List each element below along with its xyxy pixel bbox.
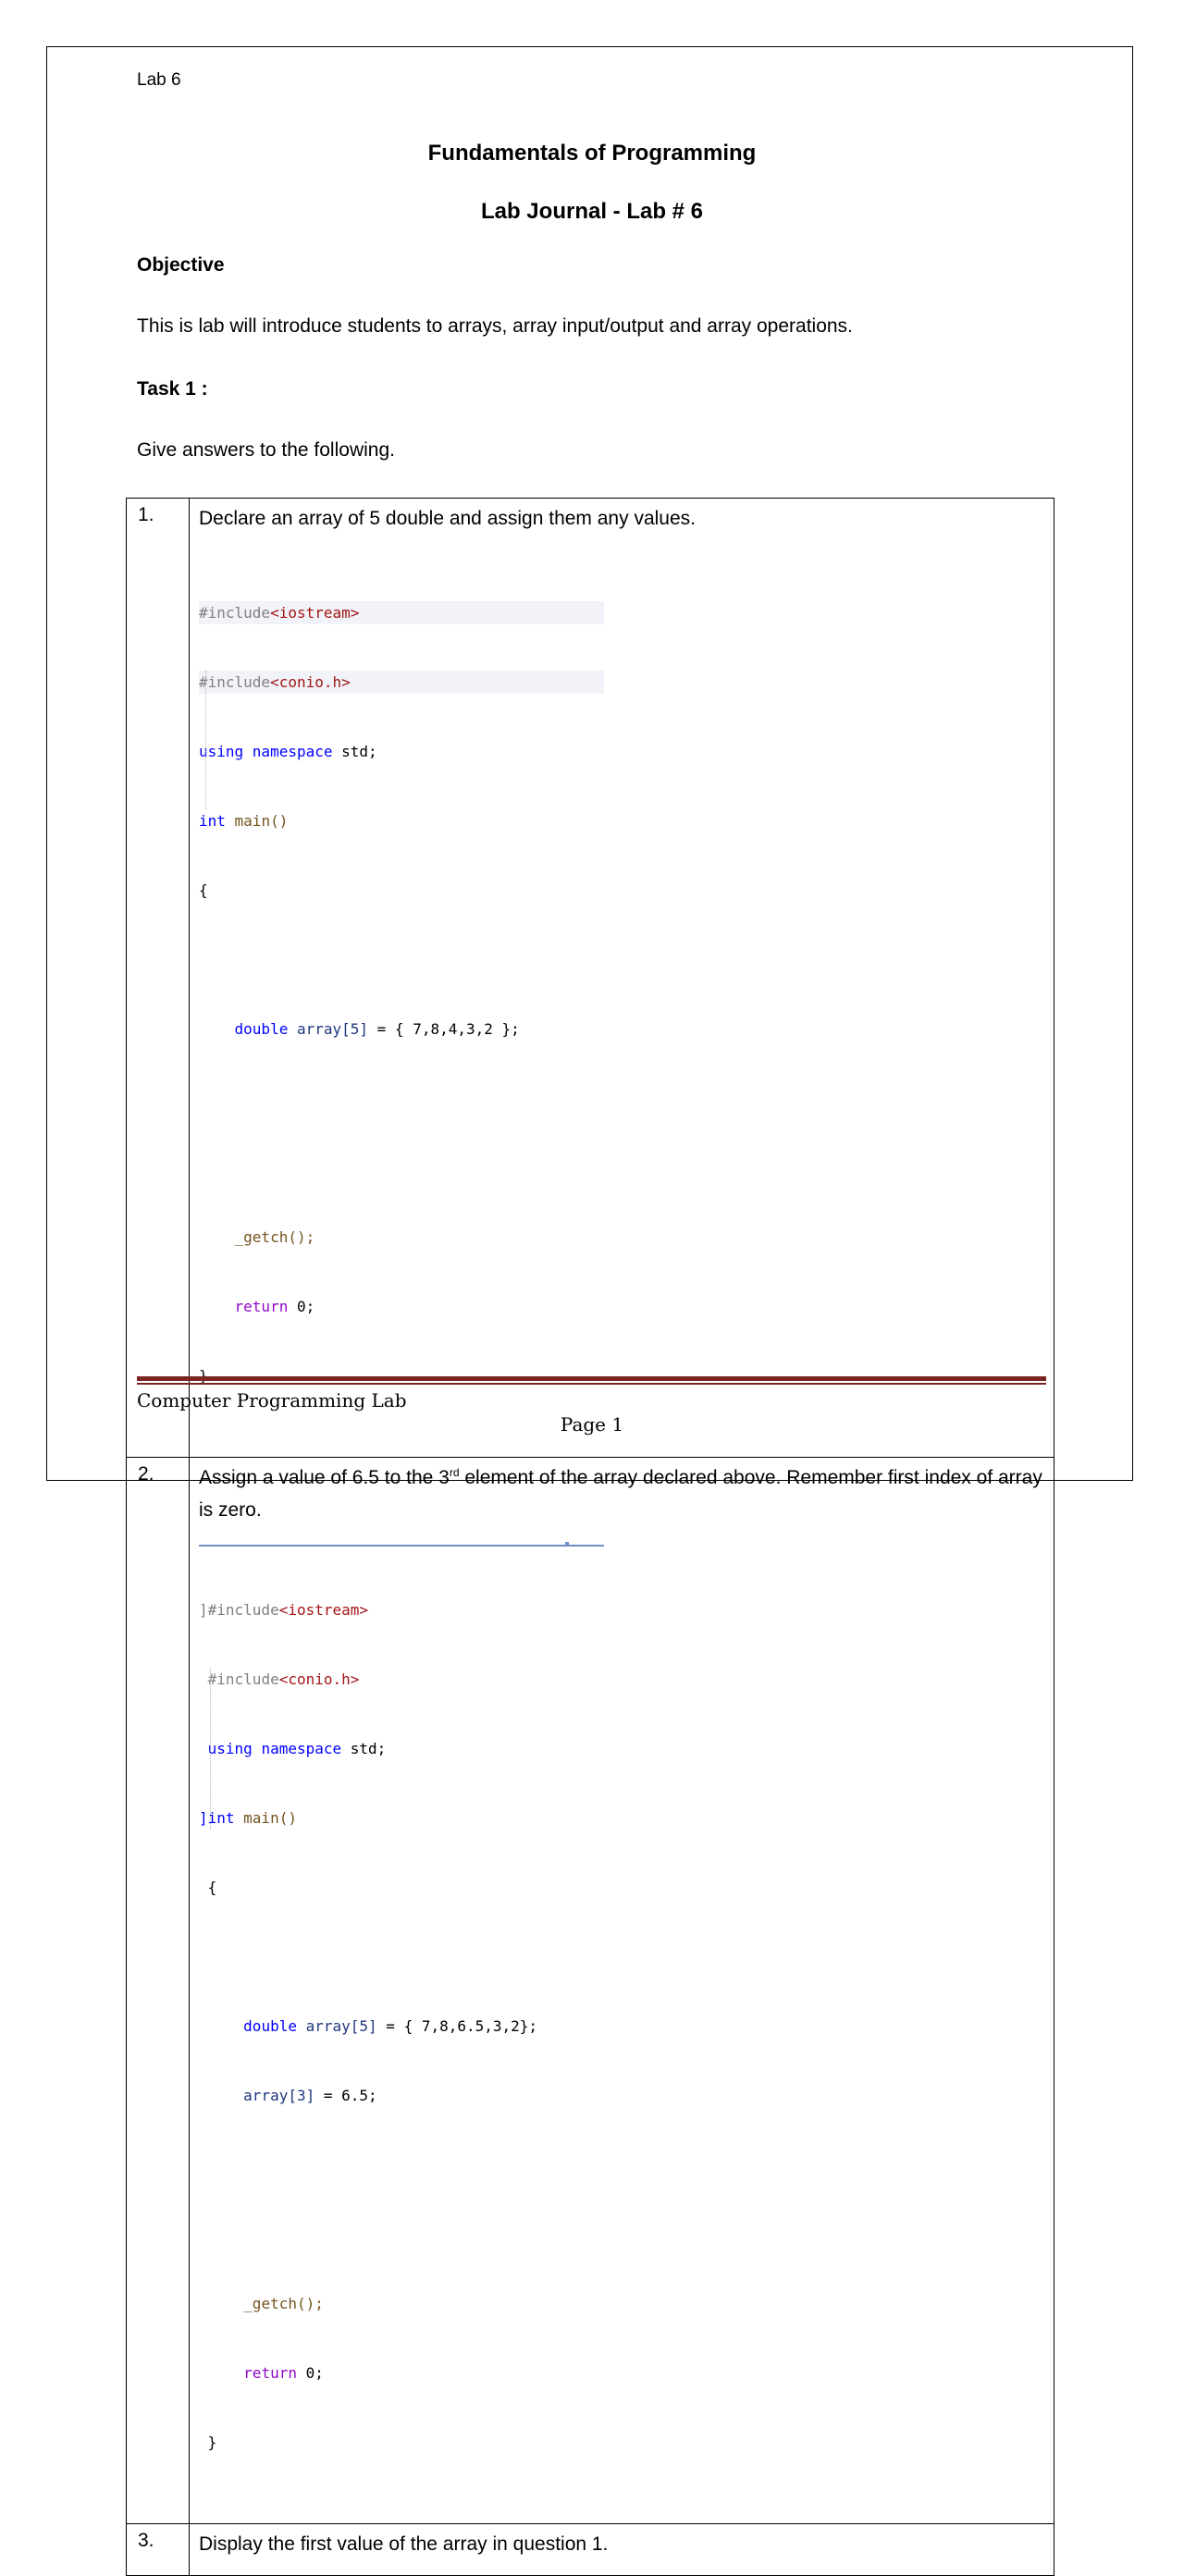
code-line: { [199,881,208,899]
course-title: Fundamentals of Programming [427,141,757,166]
code-line: using namespace std; [207,1740,387,1757]
objective-text: This is lab will introduce students to arrays, array input/output and array operations. [137,315,853,337]
question-cell [190,2524,1054,2576]
question-text: Declare an array of 5 double and assign them any values. [199,508,696,529]
question-number: 2. [127,1458,190,2524]
code-line: return 0; [243,2364,324,2382]
code-line: } [207,2434,217,2451]
table-row [127,499,1054,1458]
code-line: ]#include<iostream> [199,1601,369,1619]
task-heading: Task 1 : [137,378,208,400]
question-text: Assign a value of 6.5 to the 3rd element of the array declared above. Remember first index of array is zero. [199,1466,1042,1521]
question-cell [190,1458,1054,2524]
table-row [127,1458,1054,2524]
code-line: #include<conio.h> [199,671,604,694]
footer-course-name: Computer Programming Lab [137,1389,407,1411]
objective-heading: Objective [137,254,225,276]
footer-rule-thick [137,1376,1046,1381]
journal-title: Lab Journal - Lab # 6 [480,199,704,224]
question-cell [190,499,1054,1458]
editor-scrollbar [199,1545,604,1547]
code-line: return 0; [234,1298,315,1315]
question-number: 3. [127,2524,190,2576]
indent-guide [205,671,206,809]
code-line: #include<conio.h> [207,1670,360,1688]
code-line: _getch(); [234,1228,315,1246]
indent-guide [210,1668,211,1830]
code-line: { [207,1879,217,1896]
code-line: double array[5] = { 7,8,4,3,2 }; [234,1020,520,1038]
code-line: #include<iostream> [199,601,604,624]
code-snippet [199,1552,1044,2523]
page-number: Page 1 [560,1413,624,1436]
table-row [127,2524,1054,2576]
code-snippet [199,555,1044,1457]
code-line: double array[5] = { 7,8,6.5,3,2}; [243,2017,538,2035]
code-line: array[3] = 6.5; [243,2087,377,2104]
footer-rule-thin [137,1383,1046,1385]
code-line: int main() [199,812,289,830]
questions-table [126,498,1054,2576]
task-intro: Give answers to the following. [137,439,395,461]
question-text: Display the first value of the array in question 1. [199,2533,609,2555]
header-label: Lab 6 [137,70,181,90]
question-number: 1. [127,499,190,1458]
code-line: _getch(); [243,2295,324,2312]
code-line: using namespace std; [199,743,377,760]
code-line: ]int main() [199,1809,297,1827]
